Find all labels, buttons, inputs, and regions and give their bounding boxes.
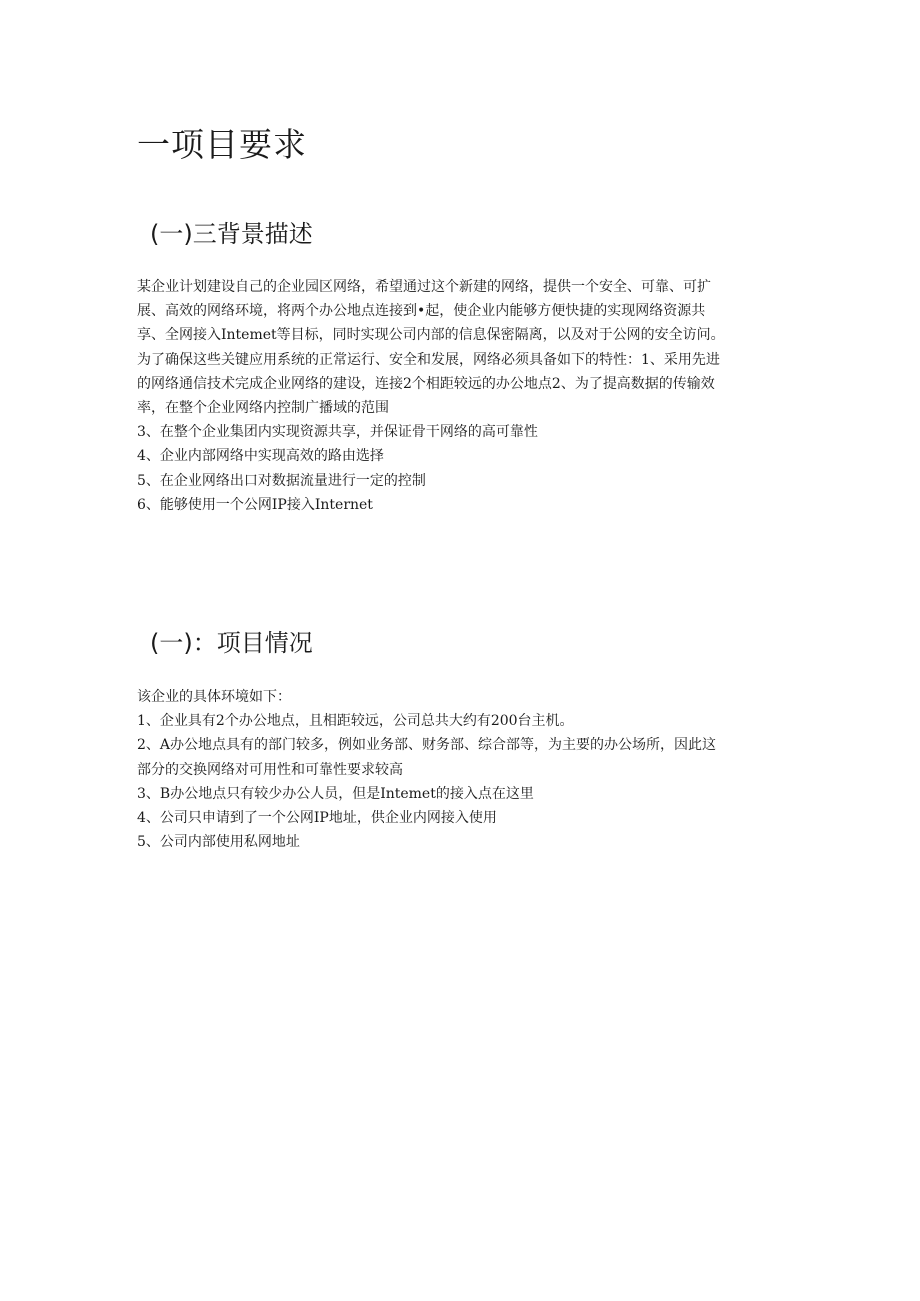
body-line: 为了确保这些关键应用系统的正常运行、安全和发展，网络必须具备如下的特性：1、采用先进: [137, 351, 720, 368]
list-item: 5、在企业网络出口对数据流量进行一定的控制: [137, 472, 426, 489]
body-line: 某企业计划建设自己的企业园区网络，希望通过这个新建的网络，提供一个安全、可靠、可扩: [137, 279, 711, 295]
list-item: 3、在整个企业集团内实现资源共享，并保证骨干网络的高可靠性: [137, 424, 538, 441]
section-heading-background: (一)三背景描述: [150, 220, 313, 248]
section-body-situation: [137, 685, 787, 854]
body-line: 部分的交换网络对可用性和可靠性要求较高: [137, 761, 403, 778]
list-item: 1、企业具有2个办公地点，且相距较远，公司总共大约有200台主机。: [137, 713, 574, 730]
section-heading-situation: (一)：项目情况: [150, 629, 313, 657]
body-line: 率，在整个企业网络内控制广播域的范围: [137, 400, 389, 417]
body-line: 享、全网接入Intemet等目标，同时实现公司内部的信息保密隔离，以及对于公网的安全访问。: [137, 327, 725, 344]
list-item: 2、A办公地点具有的部门较多，例如业务部、财务部、综合部等，为主要的办公场所，因此这: [137, 737, 717, 754]
body-line: 的网络通信技术完成企业网络的建设，连接2个相距较远的办公地点2、为了提高数据的传输效: [137, 375, 715, 392]
list-item: 3、B办公地点只有较少办公人员，但是Intemet的接入点在这里: [137, 785, 534, 802]
body-line: 展、高效的网络环境，将两个办公地点连接到•起，使企业内能够方便快捷的实现网络资源共: [137, 303, 706, 320]
document-title: 一项目要求: [137, 125, 307, 164]
list-item: 4、企业内部网络中实现高效的路由选择: [137, 448, 384, 465]
list-item: 6、能够使用一个公网IP接入Internet: [137, 496, 373, 513]
list-item: 4、公司只申请到了一个公网IP地址，供企业内网接入使用: [137, 810, 497, 827]
list-item: 5、公司内部使用私网地址: [137, 834, 300, 851]
section-body-background: [137, 275, 787, 517]
body-line: 该企业的具体环境如下：: [137, 689, 291, 705]
